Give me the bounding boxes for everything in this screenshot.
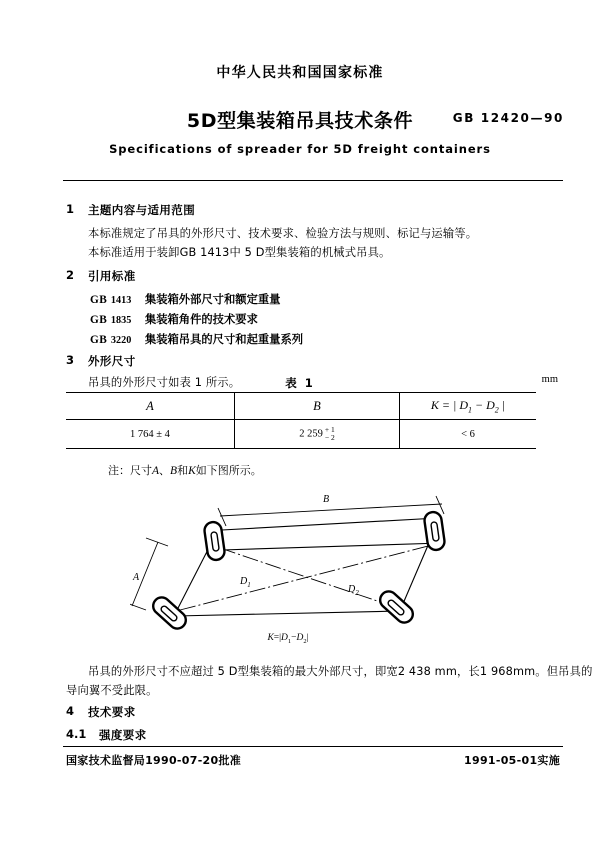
standard-number: GB 12420—90 <box>452 111 564 125</box>
corner-fitting-top-right <box>423 511 445 551</box>
table-note <box>108 462 262 478</box>
frame-top-edge <box>222 518 438 530</box>
dimension-label-b: B <box>322 494 330 505</box>
d1-letter: D <box>240 576 248 587</box>
table-note-b: B <box>170 465 178 477</box>
table-header-b: B <box>235 393 400 420</box>
k-d1: D <box>459 397 468 412</box>
section-4-1-number: 4.1 <box>66 727 87 741</box>
formula-d2-sub: 2 <box>303 638 307 645</box>
diagonal-label-d2 <box>347 584 359 597</box>
spreader-dimension-diagram <box>130 488 490 653</box>
reference-item-3 <box>90 331 303 347</box>
reference-2-code: GB <box>90 314 108 326</box>
diagonal-label-d1 <box>239 576 251 589</box>
corner-fitting-top-left <box>203 521 225 561</box>
formula-bar-close: | <box>306 633 309 643</box>
section-3-after-figure-paragraph-1: 吊具的外形尺寸不应超过 5 D型集装箱的最大外部尺寸，即宽2 438 mm，长1 968mm。但吊具的 <box>88 665 593 678</box>
section-1-paragraph-1: 本标准规定了吊具的外形尺寸、技术要求、检验方法与规则、标记与运输等。 <box>88 227 478 240</box>
table-unit-label: mm <box>541 374 558 385</box>
k-bar-close: | <box>501 397 506 412</box>
d2-letter: D <box>348 584 356 595</box>
k-d2: D <box>486 397 495 412</box>
reference-2-title: 集装箱角件的技术要求 <box>144 313 258 326</box>
formula-eq: = <box>273 633 280 643</box>
reference-item-1 <box>90 291 280 307</box>
reference-1-code: GB <box>90 294 108 306</box>
section-1-heading: 主题内容与适用范围 <box>88 203 196 217</box>
section-4-number: 4 <box>66 704 75 718</box>
cell-b-tol-upper: + 1 <box>324 424 335 434</box>
table-note-suffix: 如下图所示。 <box>195 464 262 477</box>
cell-b-value <box>235 420 400 449</box>
table-header-k-expression <box>430 397 506 415</box>
cell-b-tolerance <box>325 426 335 442</box>
section-4-1-heading: 强度要求 <box>99 728 147 742</box>
cell-b-nominal: 2 259 <box>299 428 323 440</box>
table-note-a: A <box>152 465 160 477</box>
formula-d1-sub: 1 <box>287 638 292 645</box>
reference-item-2 <box>90 311 258 327</box>
dimensions-table <box>66 392 536 449</box>
table-note-k: K <box>188 465 196 477</box>
table-note-sep: 、 <box>159 464 171 477</box>
cell-a-value: 1 764 ± 4 <box>66 420 235 449</box>
table-note-prefix: 注：尺寸 <box>108 464 152 477</box>
dimension-label-a: A <box>132 572 140 583</box>
section-4-heading: 技术要求 <box>88 705 136 719</box>
footer-approval: 国家技术监督局1990-07-20批准 <box>66 754 242 767</box>
d2-subscript: 2 <box>355 589 359 597</box>
k-minus: − <box>475 397 484 412</box>
corner-fitting-bottom-left <box>150 594 190 632</box>
section-2-heading: 引用标准 <box>88 269 136 283</box>
table-caption: 表 1 <box>285 376 315 390</box>
section-3-number: 3 <box>66 353 75 367</box>
dimension-line-b <box>218 496 444 526</box>
k-bar-open: | <box>453 397 457 412</box>
d1-subscript: 1 <box>247 581 251 589</box>
table-header-k <box>400 393 537 420</box>
reference-3-title: 集装箱吊具的尺寸和起重量系列 <box>144 333 304 346</box>
reference-1-title: 集装箱外部尺寸和额定重量 <box>144 293 281 306</box>
cell-b-tol-lower: − 2 <box>324 432 335 442</box>
section-3-heading: 外形尺寸 <box>88 354 136 368</box>
page-title-english: Specifications of spreader for 5D freight containers <box>109 142 491 156</box>
k-lead: K = <box>430 397 451 412</box>
corner-fitting-bottom-right <box>377 588 417 626</box>
k-d1-sub: 1 <box>468 405 472 415</box>
footer-divider <box>63 746 563 747</box>
section-3-after-figure-paragraph-2: 导向翼不受此限。 <box>66 684 158 697</box>
section-1-number: 1 <box>66 202 75 216</box>
reference-3-code: GB <box>90 334 108 346</box>
formula-bar-open: | <box>279 633 282 643</box>
cell-k-value: < 6 <box>400 420 537 449</box>
table-row <box>66 420 536 449</box>
formula-d1: D <box>281 633 288 643</box>
formula-k: K <box>267 633 274 643</box>
k-d2-sub: 2 <box>494 405 499 415</box>
national-standard-line: 中华人民共和国国家标准 <box>216 65 384 81</box>
frame-bottom-edge <box>176 611 400 616</box>
table-header-row <box>66 393 536 420</box>
page-title: 5D型集装箱吊具技术条件 <box>186 110 414 132</box>
table-note-and: 和 <box>177 464 189 477</box>
section-1-paragraph-2: 本标准适用于装卸GB 1413中 5 D型集装箱的机械式吊具。 <box>88 246 391 259</box>
formula-minus: − <box>291 633 297 643</box>
figure-formula <box>266 633 308 645</box>
table-header-a: A <box>66 393 235 420</box>
formula-d2: D <box>296 633 304 643</box>
reference-1-number: 1413 <box>110 295 132 306</box>
section-3-paragraph-1: 吊具的外形尺寸如表 1 所示。 <box>88 376 241 389</box>
reference-2-number: 1835 <box>110 315 132 326</box>
frame-top-inner-edge <box>222 543 442 550</box>
header-divider <box>63 180 563 181</box>
reference-3-number: 3220 <box>110 335 132 346</box>
section-2-number: 2 <box>66 268 75 282</box>
footer-effective-date: 1991-05-01实施 <box>464 754 560 767</box>
